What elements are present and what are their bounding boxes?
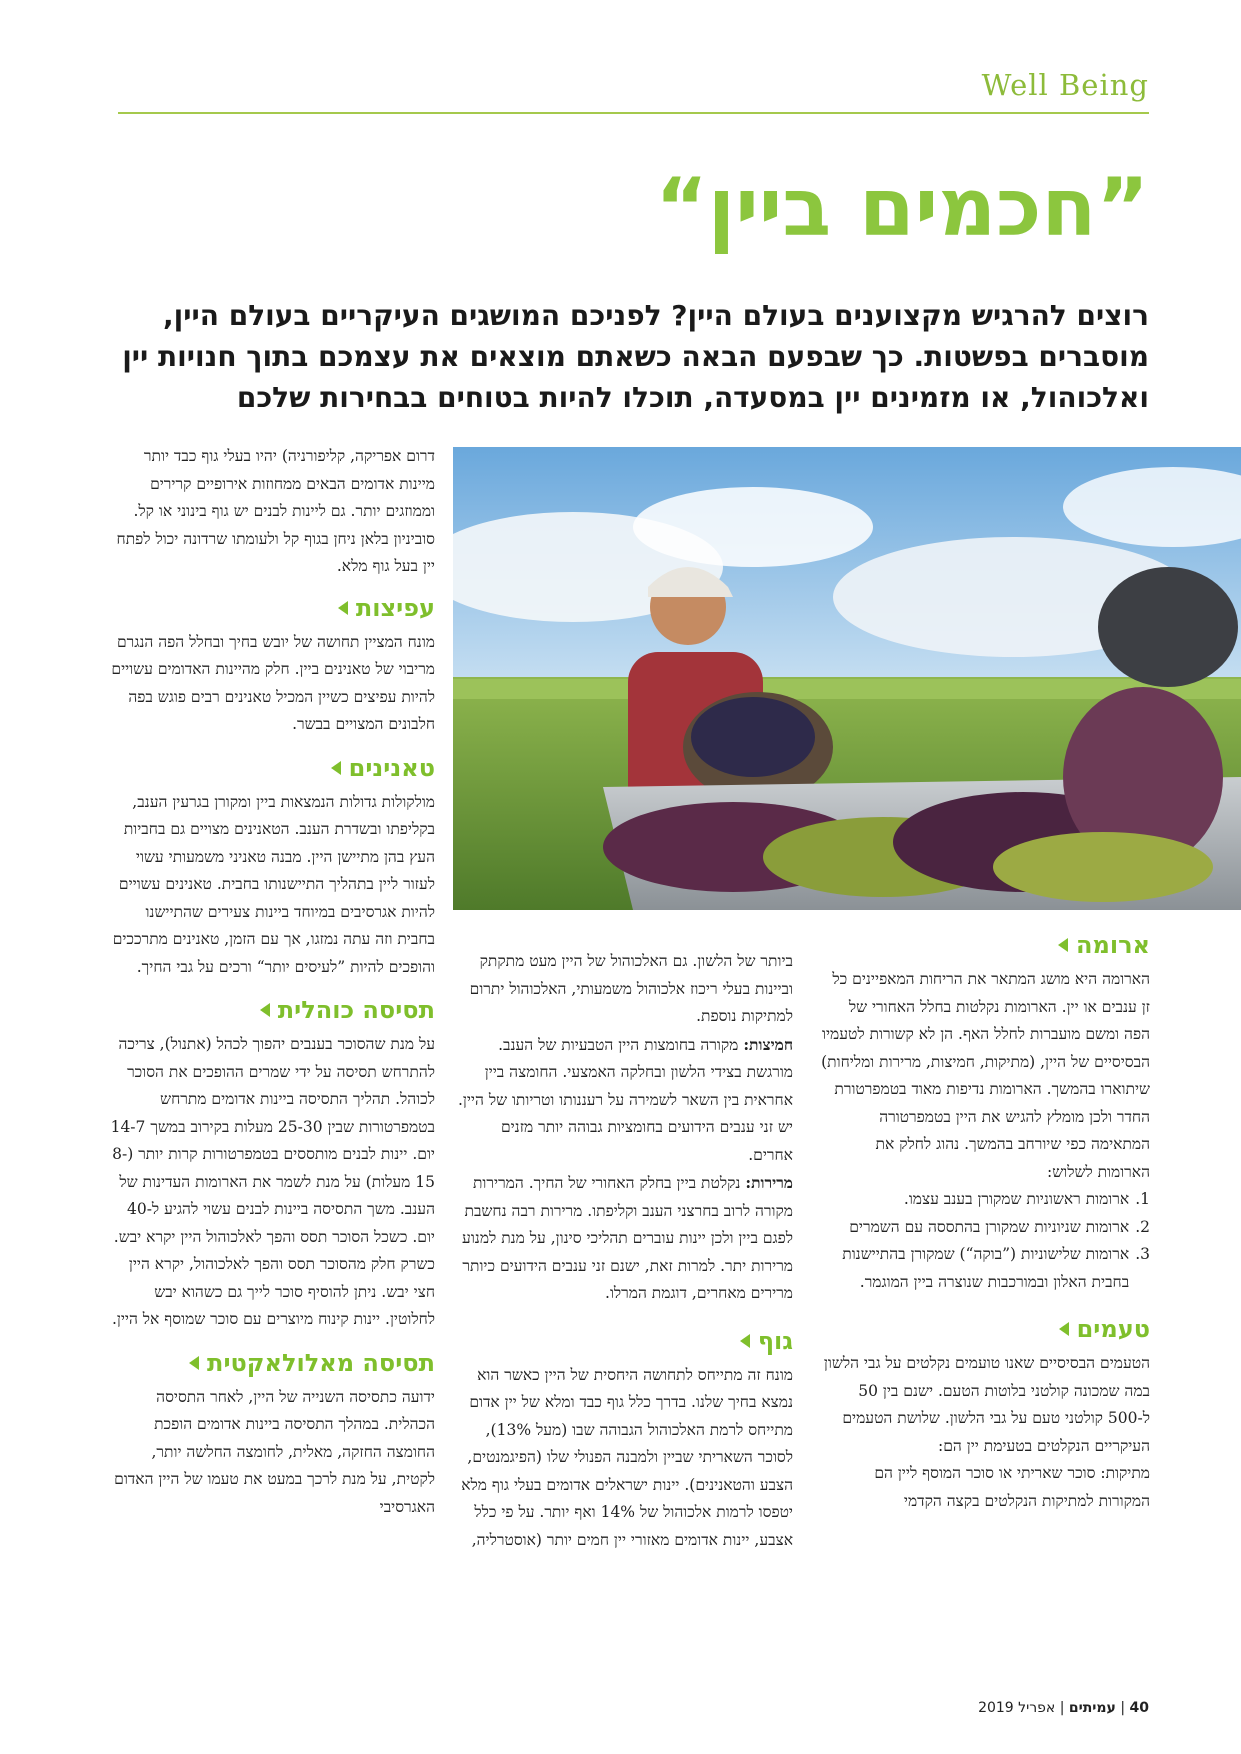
column-left [110, 443, 435, 1521]
left-intro: דרום אפריקה, קליפורניה) יהיו בעלי גוף כבד יותר מיינות אדומים הבאים ממחוזות אירופיים קרירים וממוזגים יותר. גם ליינות לבנים יש גוף בינוני או קל. סוביניון בלאן ניחן בגוף קל ולעומתו שרדונה יכול לפתח יין בעל גוף מלא. [116, 447, 435, 575]
heading-tastes [820, 1314, 1150, 1344]
list-number: 3. [1135, 1245, 1150, 1263]
heading-label: טעמים [1076, 1315, 1150, 1343]
arrow-left-icon [260, 1003, 270, 1017]
arrow-left-icon [189, 1356, 199, 1370]
paragraph-alcoholic-fermentation: על מנת שהסוכר בענבים יהפוך לכהל (אתנול), צריכה להתרחש תסיסה על ידי שמרים ההופכים את הסוכר לכוהל. תהליך התסיסה ביינות אדומים מתרחש בטמפרטורות שבין 25-30 מעלות בקירוב במשך 14-7 יום. יינות לבנים מותססים בטמפרטורות קרות יותר (8-15 מעלות) על מנת לשמר את הארומות העדינות של הענב. משך התסיסה ביינות לבנים עשוי להגיע ל-40 יום. כשכל הסוכר תסס והפך לאלכוהול היין יקרא יבש. כשרק חלק מהסוכר תסס והפך לאלכוהול, יקרא היין חצי יבש. ניתן להוסיף סוכר לייך גם כשהוא יבש לחלוטין. יינות קינוח מיוצרים עם סוכר שמוסף אל היין. [110, 1035, 435, 1328]
paragraph-astringency: מונח המציין תחושה של יובש בחיך ובחלל הפה הנגרם מריבוי של טאנינים ביין. חלק מהיינות האדומים עשויים להיות עפיצים כשיין המכיל טאנינים רבים פוגש בפה חלבונים המצויים בבשר. [111, 632, 435, 733]
heading-label: עפיצות [355, 593, 435, 622]
paragraph-sweetness: מתיקות: סוכר שאריתי או סוכר המוסף ליין הם המקורות למתיקות הנקלטים בקצה הקדמי [874, 1464, 1150, 1510]
heading-malolactic-fermentation [110, 1348, 435, 1378]
list-text: ארומות ראשוניות שמקורן בענב עצמו. [903, 1190, 1130, 1208]
heading-label: תסיסה מאלולאקטית [207, 1348, 435, 1377]
paragraph-tastes: הטעמים הבסיסיים שאנו טועמים נקלטים על גבי הלשון במה שמכונה קולטני בלוטות הטעם. ישנם בין 50 ל-500 קולטני טעם על גבי הלשון. שלושת הטעמים העיקריים הנקלטים בטעימת יין הם: [823, 1354, 1150, 1455]
list-number: 2. [1135, 1217, 1150, 1236]
column-middle [453, 948, 793, 1554]
list-item [820, 1214, 1150, 1242]
arrow-left-icon [740, 1334, 750, 1348]
paragraph-malolactic-fermentation: ידועה כתסיסה השנייה של היין, לאחר התסיסה הכהלית. במהלך התסיסה ביינות אדומים הופכת החומצה החזקה, מאלית, לחומצה החלשה יותר, לקטית, על מנת לרכך במעט את טעמו של היין האדום האגרסיבי [114, 1387, 435, 1516]
paragraph-bitterness [453, 1169, 793, 1308]
paragraph-aroma: הארומה היא מושג המתאר את הריחות המאפיינים כל זן ענבים או יין. הארומות נקלטות בחלל האחורי של הפה ומשם מועברות לחלל האף. הן לא קשורות לטעמיו הבסיסיים של היין, (מתיקות, חמיצות, מרירות ומליחות) שיתוארו בהמשך. הארומות נדיפות מאוד בטמפרטורת החדר ולכן מומלץ להגיש את היין בטמפרטורה המתאימה כפי שיורחב בהמשך. נהוג לחלק את הארומות לשלוש: [821, 970, 1150, 1181]
heading-alcoholic-fermentation [110, 995, 435, 1025]
page-footer [978, 1700, 1149, 1716]
arrow-left-icon [1058, 938, 1068, 952]
heading-aroma [820, 930, 1150, 960]
list-text: ארומות שלישוניות (”בוקה“) שמקורן בהתיישנות בחבית האלון ובמורכבות שנוצרה ביין המוגמר. [842, 1245, 1130, 1291]
arrow-left-icon [1059, 1322, 1069, 1336]
footer-separator: | [1055, 1700, 1065, 1716]
paragraph-tannins: מולקולות גדולות הנמצאות ביין ומקורן בגרעין הענב, בקליפתו ובשדרת הענב. הטאנינים מצויים גם בחביות העץ בהן מתיישן היין. מבנה טאניני משמעותי עשוי לעזור ליין בתהליך התיישנותו בחבית. טאנינים עשויים להיות אגרסיבים במיוחד ביינות צעירים שהתיישנו בחבית וזה עתה נמזגו, אך עם הזמן, טאנינים מתרככים והופכים להיות ”לעיסים יותר“ ורכים על גבי החיך. [112, 792, 435, 976]
arrow-left-icon [331, 761, 341, 775]
lede-paragraph: רוצים להרגיש מקצוענים בעולם היין? לפניכם המושגים העיקריים בעולם היין, מוסברים בפשטות. כך שבפעם הבאה כשאתם מוצאים את עצמכם בתוך חנויות יין ואלכוהול, או מזמינים יין במסעדה, תוכלו להיות בטוחים בבחירות שלכם [122, 299, 1149, 414]
heading-label: תסיסה כוהלית [277, 996, 435, 1024]
term-acidity: חמיצות: [743, 1034, 793, 1054]
header-rule [118, 112, 1149, 114]
heading-body [453, 1326, 793, 1356]
page-headline: ”חכמים ביין“ [655, 161, 1149, 254]
term-bitterness: מרירות: [745, 1173, 793, 1192]
footer-separator: | [1115, 1700, 1126, 1716]
list-item [820, 1241, 1150, 1296]
issue-date: אפריל 2019 [978, 1700, 1056, 1716]
section-tag: Well Being [981, 68, 1149, 102]
vineyard-photo [453, 447, 1241, 910]
paragraph-acidity [453, 1031, 793, 1170]
column-right [820, 930, 1150, 1515]
term-bitterness-text: נקלטת ביין בחלק האחורי של החיך. המרירות מקורה לרוב בחרצני הענב וקליפתו. מרירות רבה נחשבת לפגם ביין ולכן יינות עוברים תהליכי סינון, על מנת למנוע מרירות יתר. למרות זאת, ישנם זני ענבים הידועים כיותר מרירים מאחרים, דוגמת המרלו. [462, 1174, 793, 1302]
page-number: 40 [1129, 1700, 1149, 1716]
heading-label: ארומה [1075, 931, 1150, 959]
heading-astringency [110, 593, 435, 623]
list-number: 1. [1135, 1190, 1150, 1208]
heading-label: גוף [757, 1326, 793, 1355]
paragraph-body: מונח זה מתייחס לתחושה היחסית של היין כאשר הוא נמצא בחיך שלנו. בדרך כלל גוף כבד ומלא של יין אדום מתייחס לרמת האלכוהול הגבוהה שבו (מעל 13%), לסוכר השאריתי שביין ולמבנה הפנולי שלו (הפיגמנטים, הצבע והטאנינים). יינות ישראלים אדומים בעלי גוף מלא יטפסו לרמות אלכוהול של 14% ואף יותר. על פי כלל אצבע, יינות אדומים מאזורי יין חמים יותר (אוסטרליה, [461, 1365, 793, 1549]
publication-name: עמיתים [1068, 1700, 1116, 1716]
list-text: ארומות שניוניות שמקורן בהתססה עם השמרים [849, 1217, 1130, 1236]
term-acidity-text: מקורה בחומצות היין הטבעיות של הענב. מורגשת בצידי הלשון ובחלקה האמצעי. החומצה ביין אחראית בין השאר לשמירה על רעננותו וטריותו של היין. יש זני ענבים הידועים בחומציות גבוהה יותר מזנים אחרים. [457, 1035, 793, 1164]
list-item [820, 1186, 1150, 1214]
middle-intro: ביותר של הלשון. גם האלכוהול של היין מעט מתקתק וביינות בעלי ריכוז אלכוהול משמעותי, האלכוהול יתרום למתיקות נוספת. [469, 952, 793, 1025]
arrow-left-icon [338, 601, 348, 615]
heading-label: טאנינים [348, 753, 435, 782]
heading-tannins [110, 753, 435, 783]
